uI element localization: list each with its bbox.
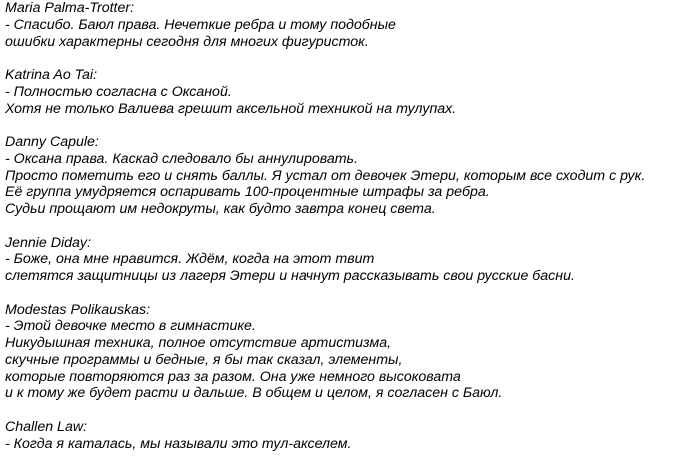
comment-line: - Спасибо. Баюл права. Нечеткие ребра и тому подобные xyxy=(5,16,396,33)
comment-line: - Оксана права. Каскад следовало бы аннулировать. xyxy=(5,150,358,167)
comment-line: скучные программы и бедные, я бы так сказал, элементы, xyxy=(5,351,403,368)
comment-line: которые повторяются раз за разом. Она уже немного высоковата xyxy=(5,368,461,385)
comment-line: Просто пометить его и снять баллы. Я устал от девочек Этери, которым все сходит с рук. xyxy=(5,167,646,184)
comment-line: слетятся защитницы из лагеря Этери и начнут рассказывать свои русские басни. xyxy=(5,268,575,284)
comment-line: - Полностью согласна с Оксаной. xyxy=(5,83,232,100)
comment-block xyxy=(5,419,677,453)
comment-block xyxy=(5,134,677,218)
comments-document xyxy=(5,0,677,452)
comment-block xyxy=(5,0,677,50)
comment-block xyxy=(5,67,677,117)
comment-author: Jennie Diday: xyxy=(5,234,91,251)
comment-line: Судьи прощают им недокруты, как будто завтра конец света. xyxy=(5,201,436,217)
comment-line: - Боже, она мне нравится. Ждём, когда на этот твит xyxy=(5,251,375,268)
comment-block xyxy=(5,235,677,285)
comment-author: Danny Capule: xyxy=(5,134,99,150)
comment-line: - Когда я каталась, мы называли это тул-акселем. xyxy=(5,435,352,452)
comment-block xyxy=(5,302,677,403)
comment-line: - Этой девочке место в гимнастике. xyxy=(5,318,256,335)
comment-line: ошибки характерны сегодня для многих фигуристок. xyxy=(5,33,369,50)
comment-author: Challen Law: xyxy=(5,418,88,435)
comment-author: Katrina Ao Tai: xyxy=(5,67,98,83)
comment-line: Её группа умудряется оспаривать 100-процентные штрафы за ребра. xyxy=(5,184,490,201)
comment-author: Modestas Polikauskas: xyxy=(5,301,151,318)
comment-line: Никудышная техника, полное отсутствие артистизма, xyxy=(5,335,392,351)
comment-line: Хотя не только Валиева грешит аксельной техникой на тулупах. xyxy=(5,100,457,117)
comment-author: Maria Palma-Trotter: xyxy=(5,0,135,16)
comment-line: и к тому же будет расти и дальше. В общем и целом, я согласен с Баюл. xyxy=(5,385,503,402)
